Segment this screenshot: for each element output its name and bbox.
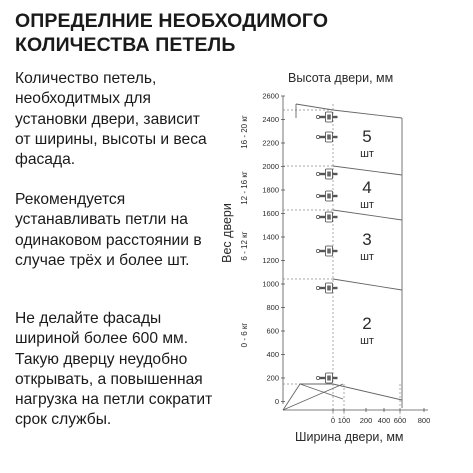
x-tick-label: 100 bbox=[337, 416, 351, 425]
paragraph-line: фасада. bbox=[15, 151, 76, 169]
y-tick-label: 2600 bbox=[262, 91, 279, 101]
hinge-icon bbox=[316, 132, 337, 142]
weight-label: 0 - 6 кг bbox=[240, 322, 249, 348]
title-line-1: ОПРЕДЕЛНИЕ НЕОБХОДИМОГО bbox=[15, 10, 329, 32]
door-division bbox=[333, 210, 402, 220]
door-outline bbox=[283, 104, 402, 410]
paragraph-line: случае трёх и более шт. bbox=[15, 251, 190, 269]
paragraph-line: Такую дверцу неудобно bbox=[15, 350, 188, 368]
y-tick-label: 400 bbox=[266, 350, 279, 359]
door-top-edge bbox=[296, 104, 402, 118]
title-line-2: КОЛИЧЕСТВА ПЕТЕЛЬ bbox=[15, 34, 236, 56]
weight-label: 16 - 20 кг bbox=[240, 115, 249, 149]
x-tick-label: 400 bbox=[377, 416, 391, 425]
y-tick-label: 2400 bbox=[262, 115, 279, 124]
paragraph-line: одинаковом расстоянии в bbox=[15, 231, 202, 249]
y-tick-label: 200 bbox=[266, 373, 279, 383]
hinge-count-unit: шт bbox=[360, 335, 374, 347]
y-tick-label: 1800 bbox=[262, 185, 279, 195]
weight-axis-title: Вес двери bbox=[220, 203, 234, 263]
hinge-count: 5 bbox=[362, 127, 372, 146]
hinge-icon bbox=[316, 212, 337, 222]
y-axis-ticks bbox=[262, 92, 285, 407]
x-tick-label: 800 bbox=[417, 416, 431, 425]
y-tick-label: 1400 bbox=[262, 232, 279, 242]
weight-label: 6 - 12 кг bbox=[240, 231, 249, 261]
paragraph-line: установки двери, зависит bbox=[15, 110, 200, 128]
paragraph-line: устанавливать петли на bbox=[15, 211, 188, 229]
hinge-icon bbox=[316, 112, 337, 122]
y-tick-label: 2000 bbox=[262, 162, 279, 171]
paragraph-line: от ширины, высоты и веса bbox=[15, 130, 207, 148]
x-tick-label: 0 bbox=[330, 416, 336, 425]
y-tick-label: 1200 bbox=[262, 256, 279, 265]
hinge-icon bbox=[316, 169, 337, 179]
hinge-count-unit: шт bbox=[360, 251, 374, 263]
hinge-icon bbox=[316, 373, 337, 383]
door-division bbox=[333, 166, 402, 175]
door-bottom-diagonal bbox=[333, 384, 402, 400]
y-tick-label: 1000 bbox=[262, 279, 279, 289]
hinge-count-unit: шт bbox=[360, 199, 374, 211]
hinge-markers bbox=[316, 112, 337, 383]
y-tick-label: 0 bbox=[274, 397, 279, 406]
door-division bbox=[333, 279, 402, 290]
hinge-count-unit: шт bbox=[360, 148, 374, 160]
paragraph-line: Количество петель, bbox=[15, 70, 157, 87]
paragraph-line: нагрузка на петли сократит bbox=[15, 391, 213, 409]
x-tick-label: 600 bbox=[393, 416, 407, 425]
paragraph-line: Не делайте фасады bbox=[15, 310, 162, 327]
y-tick-label: 2200 bbox=[262, 138, 279, 148]
door-bottom-diagonal bbox=[300, 384, 343, 399]
zone-separators bbox=[283, 104, 400, 420]
door-bottom-edge bbox=[283, 384, 333, 410]
hinge-count: 4 bbox=[362, 178, 372, 197]
paragraph-line: срок службы. bbox=[15, 411, 112, 429]
weight-label: 12 - 16 кг bbox=[240, 171, 249, 205]
hinge-icon bbox=[316, 246, 337, 256]
y-tick-label: 600 bbox=[266, 326, 279, 336]
hinge-icon bbox=[316, 191, 337, 201]
x-tick-label: 200 bbox=[359, 416, 373, 425]
hinge-count: 2 bbox=[362, 314, 372, 333]
paragraph-line: открывать, а повышенная bbox=[15, 370, 203, 388]
paragraph-line: Рекомендуется bbox=[15, 191, 126, 208]
x-axis-title: Ширина двери, мм bbox=[295, 430, 404, 444]
x-axis-ticks bbox=[331, 408, 430, 425]
paragraph-line: необходитмых для bbox=[15, 90, 151, 108]
y-axis-title: Высота двери, мм bbox=[288, 71, 394, 85]
y-tick-label: 1600 bbox=[262, 209, 279, 218]
y-tick-label: 800 bbox=[266, 303, 279, 312]
hinge-icon bbox=[316, 283, 337, 293]
hinge-count: 3 bbox=[362, 230, 372, 249]
paragraph-line: шириной более 600 мм. bbox=[15, 330, 189, 348]
